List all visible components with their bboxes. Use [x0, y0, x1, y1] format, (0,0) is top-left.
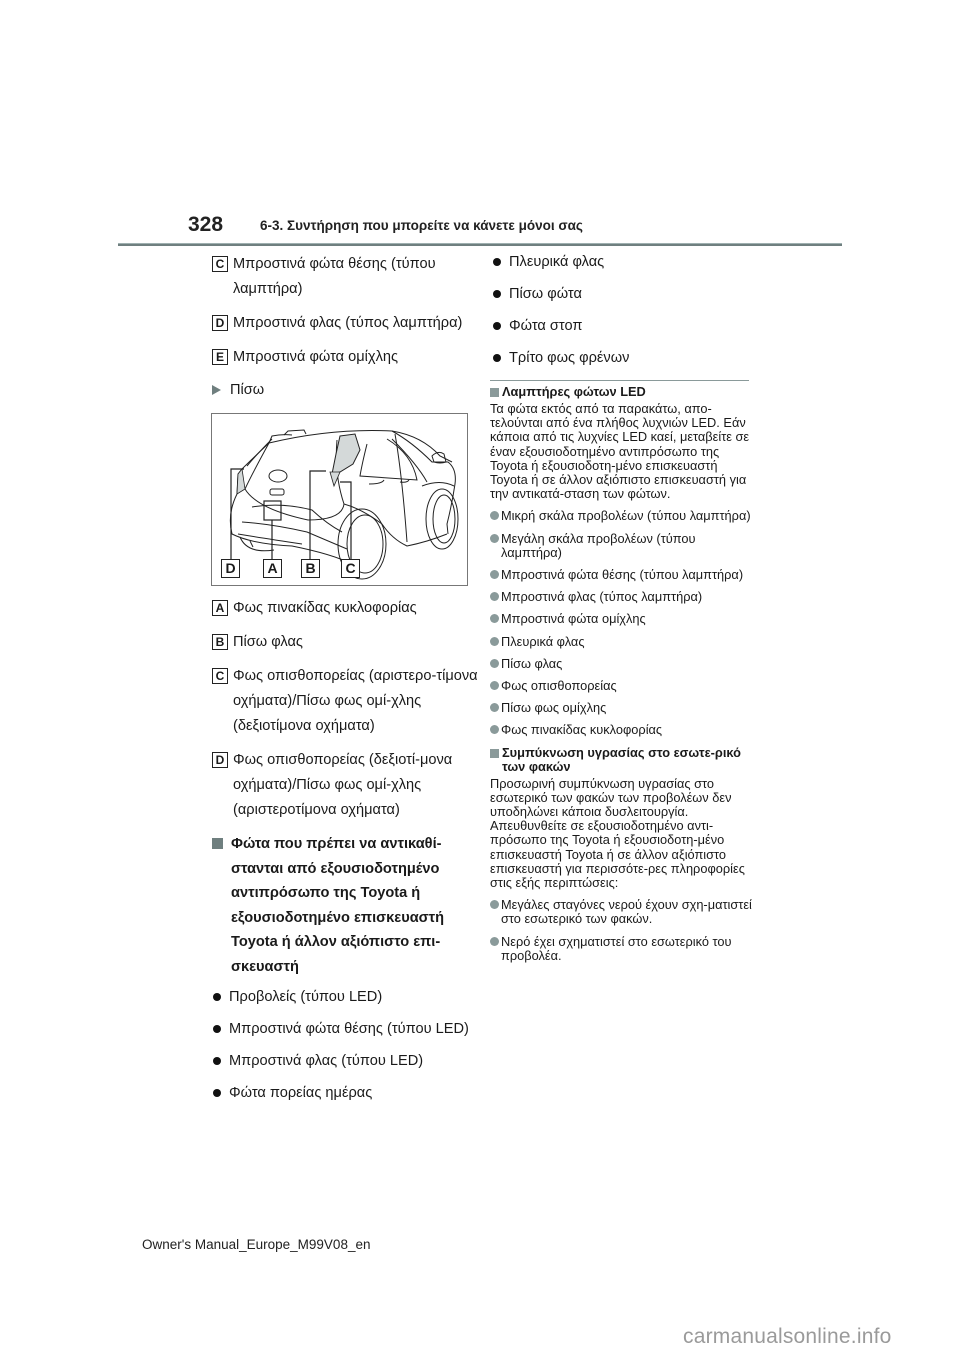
bullet-icon	[490, 937, 499, 946]
bullet-icon	[493, 290, 501, 298]
bullet-icon	[493, 258, 501, 266]
label-text: Φως οπισθοπορείας (αριστερο-τίμονα οχήματα)/Πίσω φως ομί-χλης (δεξιοτίμονα οχήματα)	[233, 668, 478, 734]
letter-badge: C	[212, 256, 228, 272]
rear-label-c	[210, 664, 480, 739]
bullet-icon	[490, 681, 499, 690]
section-title: 6-3. Συντήρηση που μπορείτε να κάνετε μόνοι σας	[260, 218, 583, 233]
letter-badge: D	[212, 752, 228, 768]
list-item-text: Νερό έχει σχηματιστεί στο εσωτερικό του προβολέα.	[501, 933, 732, 963]
led-section-paragraph: Τα φώτα εκτός από τα παρακάτω, απο-τελούνται από ένα πλήθος λυχνιών LED. Εάν κάποια από τις λυχνίες LED καεί, μεταβείτε σε έναν εξουσιοδοτημένο αντιπρόσωπο της Toyota ή εξουσιοδοτη-μένο επισκευαστή Toyota ή σε άλλον αξιόπιστο επισκευαστή για την αντικατά-σταση των φώτων.	[490, 401, 750, 502]
label-text: Φως πινακίδας κυκλοφορίας	[233, 600, 417, 616]
square-bullet-icon	[212, 838, 223, 849]
bullet-icon	[490, 614, 499, 623]
rear-subheading	[212, 379, 480, 401]
bullet-icon	[493, 354, 501, 362]
front-label-e	[210, 345, 480, 370]
letter-badge: E	[212, 349, 228, 365]
right-column	[490, 252, 752, 971]
list-item-text: Πίσω φως ομίχλης	[501, 700, 607, 716]
section-divider	[490, 380, 749, 381]
list-item-text: Πλευρικά φλας	[501, 633, 585, 649]
list-item-text: Πλευρικά φλας	[509, 254, 605, 270]
list-item-text: Προβολείς (τύπου LED)	[229, 989, 383, 1005]
heading-text: Συμπύκνωση υγρασίας στο εσωτε-ρικό των φακών	[502, 744, 741, 774]
list-item-text: Μπροστινά φώτα ομίχλης	[501, 611, 646, 627]
left-column	[210, 252, 480, 1115]
page-number: 328	[188, 213, 224, 236]
list-item-text: Μπροστινά φώτα θέσης (τύπου LED)	[229, 1021, 469, 1037]
letter-badge: C	[212, 668, 228, 684]
list-item-text: Μεγάλη σκάλα προβολέων (τύπου λαμπτήρα)	[501, 530, 696, 560]
led-section-heading	[490, 385, 752, 399]
list-item	[210, 1083, 480, 1104]
list-item-text: Φώτα στοπ	[509, 318, 583, 334]
callout-b: B	[301, 559, 320, 578]
front-label-d	[210, 311, 480, 336]
letter-badge: B	[212, 634, 228, 650]
watermark-link[interactable]: carmanualsonline.info	[683, 1325, 892, 1348]
list-item	[490, 568, 752, 582]
rear-car-figure	[211, 413, 468, 586]
list-item	[210, 1019, 480, 1040]
rear-label-d	[210, 748, 480, 823]
bullet-icon	[490, 592, 499, 601]
bullet-icon	[490, 534, 499, 543]
list-item	[490, 284, 752, 305]
square-bullet-icon	[490, 749, 499, 758]
bullet-icon	[213, 993, 221, 1001]
list-item	[490, 612, 752, 626]
rear-label-a	[210, 596, 480, 621]
list-item	[210, 1051, 480, 1072]
list-item	[490, 679, 752, 693]
list-item	[490, 532, 752, 560]
heading-text: Λαμπτήρες φώτων LED	[502, 384, 646, 399]
bullet-icon	[493, 322, 501, 330]
list-item-text: Πίσω φλας	[501, 655, 563, 671]
dealer-replacement-heading	[210, 832, 480, 979]
bullet-icon	[490, 659, 499, 668]
square-bullet-icon	[490, 388, 499, 397]
list-item	[490, 590, 752, 604]
rear-heading-text: Πίσω	[230, 382, 265, 398]
condensation-paragraph: Προσωρινή συμπύκνωση υγρασίας στο εσωτερικό των φακών των προβολέων δεν υποδηλώνει κάποια δυσλειτουργία. Απευθυνθείτε σε εξουσιοδοτημένο αντι-πρόσωπο της Toyota ή εξουσιοδοτη-μένο επισκευαστή Toyota ή σε άλλον αξιόπιστο επισκευαστή για περισσότε-ρες πληροφορίες στις εξής περιπτώσεις:	[490, 775, 745, 891]
list-item	[490, 898, 752, 926]
label-text: Μπροστινά φώτα θέσης (τύπου λαμπτήρα)	[233, 256, 436, 297]
letter-badge: A	[212, 600, 228, 616]
footer-manual-id: Owner's Manual_Europe_M99V08_en	[142, 1237, 371, 1252]
list-item-text: Μπροστινά φώτα θέσης (τύπου λαμπτήρα)	[501, 567, 744, 583]
list-item	[490, 509, 752, 523]
bullet-icon	[490, 900, 499, 909]
list-item	[490, 316, 752, 337]
letter-badge: D	[212, 315, 228, 331]
list-item	[490, 635, 752, 649]
list-item-text: Φως πινακίδας κυκλοφορίας	[501, 722, 663, 738]
list-item	[490, 348, 752, 369]
bullet-icon	[490, 703, 499, 712]
list-item	[490, 252, 752, 273]
list-item-text: Μεγάλες σταγόνες νερού έχουν σχη-ματιστεί στο εσωτερικό των φακών.	[501, 897, 752, 927]
bullet-icon	[490, 511, 499, 520]
list-item	[210, 987, 480, 1008]
bullet-icon	[213, 1057, 221, 1065]
list-item-text: Μπροστινά φλας (τύπου LED)	[229, 1053, 424, 1069]
condensation-section-heading	[490, 746, 752, 774]
label-text: Πίσω φλας	[233, 634, 303, 650]
list-item-text: Μικρή σκάλα προβολέων (τύπου λαμπτήρα)	[501, 508, 751, 524]
list-item	[490, 701, 752, 715]
list-item-text: Φώτα πορείας ημέρας	[229, 1085, 373, 1101]
list-item	[490, 935, 752, 963]
triangle-bullet-icon	[212, 385, 221, 395]
bullet-icon	[490, 725, 499, 734]
list-item	[490, 723, 752, 737]
header-divider	[118, 243, 842, 246]
callout-a: A	[263, 559, 282, 578]
bullet-icon	[490, 637, 499, 646]
callout-d: D	[221, 559, 240, 578]
label-text: Φως οπισθοπορείας (δεξιοτί-μονα οχήματα)/Πίσω φως ομί-χλης (αριστεροτίμονα οχήματα)	[233, 752, 453, 818]
list-item-text: Τρίτο φως φρένων	[509, 350, 630, 366]
callout-c: C	[341, 559, 360, 578]
label-text: Μπροστινά φώτα ομίχλης	[233, 349, 399, 365]
bullet-icon	[213, 1025, 221, 1033]
front-label-c	[210, 252, 480, 302]
list-item-text: Φως οπισθοπορείας	[501, 678, 617, 694]
bullet-icon	[213, 1089, 221, 1097]
label-text: Μπροστινά φλας (τύπος λαμπτήρα)	[233, 315, 463, 331]
bullet-icon	[490, 570, 499, 579]
list-item-text: Πίσω φώτα	[509, 286, 582, 302]
heading-text: Φώτα που πρέπει να αντικαθί-στανται από εξουσιοδοτημένο αντιπρόσωπο της Toyota ή εξουσιοδοτημένο επισκευαστή Toyota ή άλλον αξιόπιστο επι-σκευαστή	[231, 836, 445, 975]
list-item	[490, 657, 752, 671]
rear-label-b	[210, 630, 480, 655]
list-item-text: Μπροστινά φλας (τύπος λαμπτήρα)	[501, 589, 703, 605]
